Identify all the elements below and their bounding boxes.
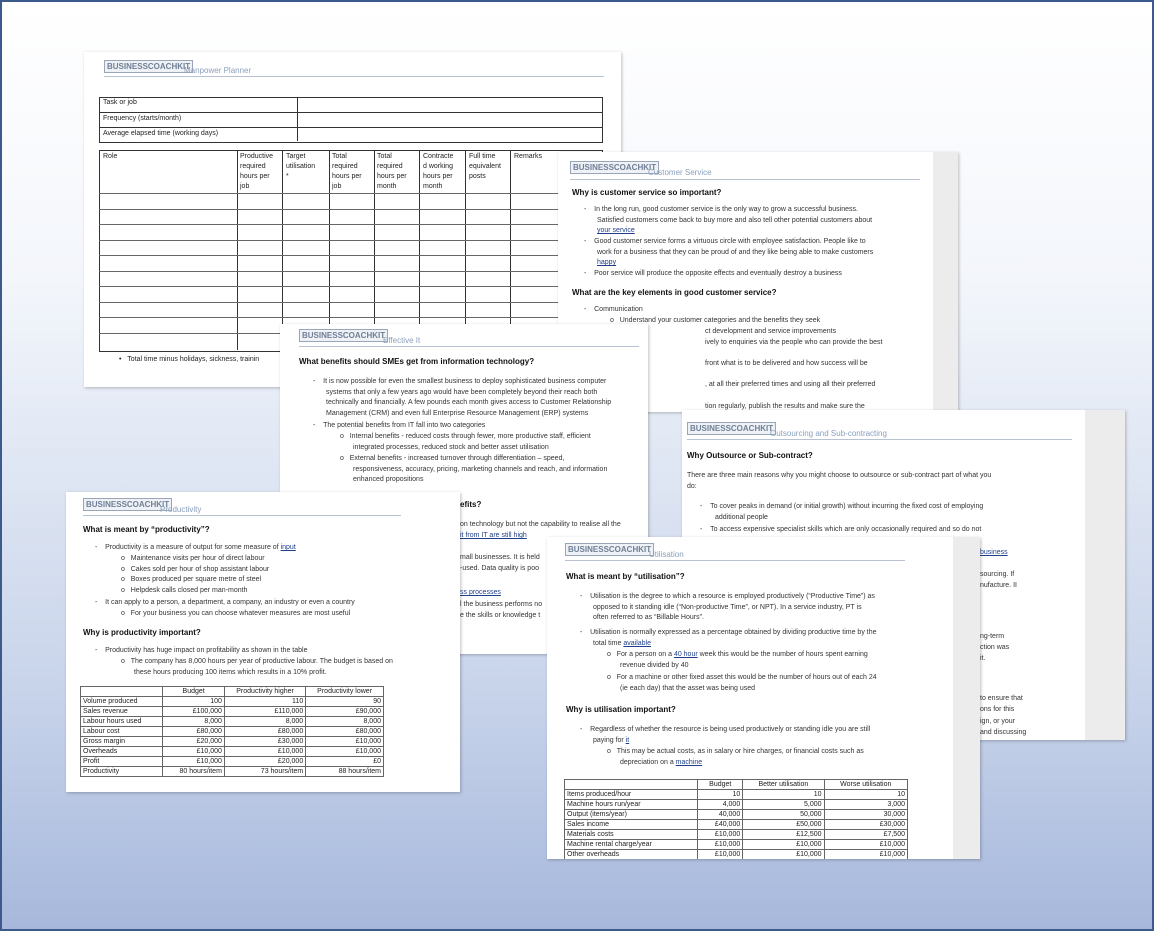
title-rule bbox=[687, 439, 1072, 440]
table-cell: Gross margin bbox=[81, 737, 163, 747]
title-rule bbox=[299, 346, 639, 347]
table-cell: £30,000 bbox=[824, 820, 907, 830]
sub-bullet-list: o Maintenance visits per hour of direct labour o Cakes sold per hour of shop assistant labour o Boxes produced per square metre of steel o Helpdesk calls closed per man-month bbox=[121, 555, 270, 594]
table-cell: Labour cost bbox=[81, 727, 163, 737]
bullet-apply: - It can apply to a person, a department, a company, an industry or even a country bbox=[95, 599, 355, 606]
table-cell: £10,000 bbox=[224, 747, 305, 757]
table-row bbox=[81, 737, 384, 747]
fragment-6: it. bbox=[980, 655, 986, 662]
fragment-10: and discussing bbox=[980, 729, 1027, 736]
table-cell: Volume produced bbox=[81, 697, 163, 707]
header-total-job: Total required hours per job bbox=[332, 153, 362, 190]
utilisation-table bbox=[564, 779, 908, 859]
businesscoachkit-logo: BUSINESSCOACHKIT bbox=[565, 543, 654, 556]
table-row bbox=[565, 820, 908, 830]
task-row-line bbox=[99, 112, 602, 113]
businesscoachkit-logo: BUSINESSCOACHKIT bbox=[687, 422, 776, 435]
fragment-4: , at all their preferred times and using all their preferred bbox=[705, 381, 876, 388]
businesscoachkit-logo: BUSINESSCOACHKIT bbox=[104, 60, 193, 73]
heading-key-elements: What are the key elements in good customer service? bbox=[572, 288, 777, 297]
table-cell: 10 bbox=[824, 790, 907, 800]
table-row bbox=[81, 747, 384, 757]
table-row bbox=[81, 757, 384, 767]
bullet-virtuous-circle: - Good customer service forms a virtuous circle with employee satisfaction. People like to work for a business that they can be proud of and they like being able to make customers happy bbox=[584, 238, 874, 266]
bullet-specialist: - To access expensive specialist skills which are only occasionally required and so do not bbox=[700, 526, 982, 533]
heading-fragment: efits? bbox=[460, 500, 482, 509]
bullet-poor-service: - Poor service will produce the opposite effects and eventually destroy a business bbox=[584, 270, 842, 277]
table-cell: 8,000 bbox=[224, 717, 305, 727]
frequency-row-line bbox=[99, 127, 602, 128]
table-cell: 30,000 bbox=[824, 810, 907, 820]
table-cell: £10,000 bbox=[698, 850, 743, 860]
table-row bbox=[81, 697, 384, 707]
sub-bullet-machine: o For a machine or other fixed asset this would be the number of hours out of each 24 (ie each day) that the asset was being used bbox=[607, 674, 877, 692]
table-cell: £7,500 bbox=[824, 830, 907, 840]
fragment-1: on technology but not the capability to realise all the bbox=[460, 521, 621, 528]
table-cell: Sales income bbox=[565, 820, 698, 830]
table-header-cell: Budget bbox=[163, 687, 225, 697]
sub-bullet-person: o For a person on a 40 hour week this would be the number of hours spent earning revenue divided by 40 bbox=[607, 651, 868, 669]
productivity-table bbox=[80, 686, 384, 777]
sub-bullet-measures: o For your business you can choose whatever measures are most useful bbox=[121, 610, 351, 617]
page-margin-shade bbox=[1085, 410, 1125, 740]
header-total-month: Total required hours per month bbox=[377, 153, 407, 190]
sub-bullet-external: o External benefits - increased turnover through differentiation – speed, responsiveness, accuracy, pricing, marketing channels and reach, and information enhanced propositions bbox=[340, 455, 608, 483]
table-row-line bbox=[99, 193, 602, 194]
table-cell: £10,000 bbox=[163, 747, 225, 757]
heading-utilisation: What is meant by “utilisation”? bbox=[566, 572, 685, 581]
table-column-line bbox=[282, 150, 283, 350]
table-header-cell: Worse utilisation bbox=[824, 780, 907, 790]
table-cell: Machine hours run/year bbox=[565, 800, 698, 810]
bullet-regardless: - Regardless of whether the resource is being used productively or standing idle you are still paying for it bbox=[580, 726, 871, 744]
table-cell: 100 bbox=[163, 697, 225, 707]
bullet-degree: - Utilisation is the degree to which a resource is employed productively (“Productive Time”) as opposed to it standing idle (“Non-productive Time”, or NPT). In a service industry, PT is often referred to as “Billable Hours”. bbox=[580, 593, 875, 621]
fragment-3: nufacture. II bbox=[980, 582, 1017, 589]
table-row bbox=[81, 727, 384, 737]
table-header-cell: Productivity higher bbox=[224, 687, 305, 697]
heading-why-outsource: Why Outsource or Sub-contract? bbox=[687, 451, 813, 460]
title-rule bbox=[570, 179, 920, 180]
table-cell: 50,000 bbox=[743, 810, 824, 820]
table-cell: Items produced/hour bbox=[565, 790, 698, 800]
table-column-line bbox=[237, 150, 238, 350]
table-cell: 8,000 bbox=[306, 717, 384, 727]
sub-bullet-internal: o Internal benefits - reduced costs through fewer, more productive staff, efficient integrated processes, reduced stock and better asset utilisation bbox=[340, 433, 591, 451]
businesscoachkit-logo: BUSINESSCOACHKIT bbox=[299, 329, 388, 342]
page-title: Customer Service bbox=[648, 168, 712, 177]
table-row-line bbox=[99, 317, 602, 318]
table-cell: £10,000 bbox=[698, 830, 743, 840]
table-cell: £10,000 bbox=[824, 840, 907, 850]
table-row bbox=[565, 830, 908, 840]
businesscoachkit-logo: BUSINESSCOACHKIT bbox=[570, 161, 659, 174]
bullet-deploy: - It is now possible for even the smallest business to deploy sophisticated business computer systems that only a few years ago would have been completely beyond their reach both technically and financially. A few pounds each month gives access to Customer Relationship Management (CRM) and even full Enterprise Resource Management (ERP) systems bbox=[313, 378, 612, 417]
bullet-impact: - Productivity has huge impact on profitability as shown in the table bbox=[95, 647, 308, 654]
table-row-line bbox=[99, 302, 602, 303]
fragment-2: sourcing. If bbox=[980, 571, 1015, 578]
table-column-line bbox=[329, 150, 330, 350]
table-row-line bbox=[99, 255, 602, 256]
table-cell: Output (items/year) bbox=[565, 810, 698, 820]
fragment-6: l the business performs no bbox=[460, 601, 543, 608]
table-column-line bbox=[374, 150, 375, 350]
table-cell: £10,000 bbox=[306, 737, 384, 747]
table-cell: 110 bbox=[224, 697, 305, 707]
table-cell: Other overheads bbox=[565, 850, 698, 860]
table-cell: £20,000 bbox=[163, 737, 225, 747]
sub-bullet-categories: o Understand your customer categories and the benefits they seek bbox=[610, 317, 821, 324]
header-role: Role bbox=[103, 153, 118, 160]
table-row bbox=[565, 840, 908, 850]
sub-bullet-costs: o This may be actual costs, as in salary or hire charges, or financial costs such as depreciation on a machine bbox=[607, 748, 864, 766]
page-margin-shade bbox=[933, 152, 958, 412]
table-header-cell bbox=[81, 687, 163, 697]
title-rule bbox=[565, 560, 905, 561]
table-header-row bbox=[565, 780, 908, 790]
page-margin-shade bbox=[953, 537, 980, 859]
sub-bullet-company: o The company has 8,000 hours per year of productive labour. The budget is based on these hours producing 100 items which results in a 10% profit. bbox=[121, 658, 393, 676]
table-cell: 73 hours/item bbox=[224, 767, 305, 777]
table-row-line bbox=[99, 271, 602, 272]
bullet-categories: - The potential benefits from IT fall into two categories bbox=[313, 422, 486, 429]
fragment-3: mall businesses. It is held bbox=[460, 554, 540, 561]
table-row-line bbox=[99, 286, 602, 287]
table-cell: £10,000 bbox=[163, 757, 225, 767]
header-contracted: Contracte d working hours per month bbox=[423, 153, 454, 190]
elapsed-row-label: Average elapsed time (working days) bbox=[103, 130, 219, 137]
table-header-cell: Productivity lower bbox=[306, 687, 384, 697]
paragraph-reasons: There are three main reasons why you might choose to outsource or sub-contract part of what you do: bbox=[687, 472, 992, 490]
fragment-8: ons for this bbox=[980, 706, 1015, 713]
table-cell: 10 bbox=[698, 790, 743, 800]
table-cell: 4,000 bbox=[698, 800, 743, 810]
heading-importance: Why is productivity important? bbox=[83, 628, 201, 637]
table-cell: £10,000 bbox=[824, 850, 907, 860]
table-header-cell bbox=[565, 780, 698, 790]
header-fte: Full time equivalent posts bbox=[469, 153, 501, 180]
header-productive: Productive required hours per job bbox=[240, 153, 274, 190]
table-cell: 88 hours/item bbox=[306, 767, 384, 777]
heading-importance: Why is utilisation important? bbox=[566, 705, 676, 714]
bullet-peaks: - To cover peaks in demand (or initial growth) without incurring the fixed cost of employing additional people bbox=[700, 503, 984, 521]
table-row bbox=[565, 850, 908, 860]
table-cell: £10,000 bbox=[743, 840, 824, 850]
table-header-cell: Budget bbox=[698, 780, 743, 790]
table-row bbox=[565, 800, 908, 810]
table-cell: £0 bbox=[306, 757, 384, 767]
table-cell: £12,500 bbox=[743, 830, 824, 840]
fragment-3: front what is to be delivered and how success will be bbox=[705, 360, 868, 367]
fragment-1: business bbox=[980, 549, 1008, 556]
table-row bbox=[81, 767, 384, 777]
fragment-4: -used. Data quality is poo bbox=[460, 565, 539, 572]
page-title: Outsourcing and Sub-contracting bbox=[770, 429, 887, 438]
fragment-5: ction was bbox=[980, 644, 1010, 651]
fragment-7: e the skills or knowledge t bbox=[460, 612, 541, 619]
fragment-2: ively to enquiries via the people who can provide the best bbox=[705, 339, 883, 346]
table-cell: Sales revenue bbox=[81, 707, 163, 717]
table-column-line bbox=[465, 150, 466, 350]
page-title: Utilisation bbox=[649, 550, 684, 559]
table-cell: £80,000 bbox=[163, 727, 225, 737]
table-cell: £80,000 bbox=[224, 727, 305, 737]
businesscoachkit-logo: BUSINESSCOACHKIT bbox=[83, 498, 172, 511]
utilisation-page bbox=[547, 537, 980, 859]
table-row bbox=[81, 707, 384, 717]
bullet-communication: - Communication bbox=[584, 306, 643, 313]
task-row-label: Task or job bbox=[103, 99, 137, 106]
footnote: • Total time minus holidays, sickness, trainin bbox=[119, 356, 260, 363]
table-row-line bbox=[99, 240, 602, 241]
table-cell: Productivity bbox=[81, 767, 163, 777]
table-cell: 40,000 bbox=[698, 810, 743, 820]
table-row-line bbox=[99, 224, 602, 225]
fragment-7: to ensure that bbox=[980, 695, 1023, 702]
task-table-divider bbox=[297, 97, 298, 141]
table-header-cell: Better utilisation bbox=[743, 780, 824, 790]
page-title: Effective It bbox=[383, 336, 421, 345]
fragment-1: ct development and service improvements bbox=[705, 328, 837, 335]
table-column-line bbox=[419, 150, 420, 350]
page-title: Manpower Planner bbox=[184, 66, 252, 75]
heading-benefits: What benefits should SMEs get from information technology? bbox=[299, 357, 535, 366]
title-rule bbox=[83, 515, 401, 516]
table-cell: 5,000 bbox=[743, 800, 824, 810]
table-cell: £30,000 bbox=[224, 737, 305, 747]
bullet-percentage: - Utilisation is normally expressed as a percentage obtained by dividing productive time by the total time available bbox=[580, 629, 877, 647]
table-cell: 8,000 bbox=[163, 717, 225, 727]
table-cell: £10,000 bbox=[698, 840, 743, 850]
title-rule bbox=[104, 76, 604, 77]
heading-productivity: What is meant by “productivity”? bbox=[83, 525, 210, 534]
table-cell: 3,000 bbox=[824, 800, 907, 810]
table-cell: £80,000 bbox=[306, 727, 384, 737]
frequency-row-label: Frequency (starts/month) bbox=[103, 115, 182, 122]
header-target: Target utilisation * bbox=[286, 153, 316, 180]
table-header-row bbox=[81, 687, 384, 697]
table-cell: £40,000 bbox=[698, 820, 743, 830]
table-cell: £20,000 bbox=[224, 757, 305, 767]
table-cell: Overheads bbox=[81, 747, 163, 757]
table-cell: 10 bbox=[743, 790, 824, 800]
table-row-line bbox=[99, 209, 602, 210]
table-cell: Machine rental charge/year bbox=[565, 840, 698, 850]
table-cell: £50,000 bbox=[743, 820, 824, 830]
table-cell: 90 bbox=[306, 697, 384, 707]
fragment-9: ign, or your bbox=[980, 718, 1016, 725]
fragment-5: ss processes bbox=[460, 589, 501, 596]
table-cell: £10,000 bbox=[306, 747, 384, 757]
bullet-measure: - Productivity is a measure of output for some measure of input bbox=[95, 544, 296, 551]
bullet-growth: - In the long run, good customer service is the only way to grow a successful business. Satisfied customers come back to buy more and also tell other potential customers about your service bbox=[584, 206, 873, 234]
table-cell: Labour hours used bbox=[81, 717, 163, 727]
heading-importance: Why is customer service so important? bbox=[572, 188, 722, 197]
fragment-5: tion regularly, publish the results and make sure the bbox=[705, 403, 865, 410]
page-title: Productivity bbox=[160, 505, 202, 514]
table-row bbox=[565, 810, 908, 820]
table-cell: £110,000 bbox=[224, 707, 305, 717]
table-column-line bbox=[510, 150, 511, 350]
table-cell: £100,000 bbox=[163, 707, 225, 717]
table-cell: 80 hours/item bbox=[163, 767, 225, 777]
table-row bbox=[81, 717, 384, 727]
table-cell: Materials costs bbox=[565, 830, 698, 840]
table-cell: £10,000 bbox=[743, 850, 824, 860]
productivity-page bbox=[66, 492, 460, 792]
header-remarks: Remarks bbox=[514, 153, 543, 160]
fragment-4: ng-term bbox=[980, 633, 1005, 640]
table-cell: £90,000 bbox=[306, 707, 384, 717]
fragment-2: it from IT are still high bbox=[460, 532, 527, 539]
table-cell: Profit bbox=[81, 757, 163, 767]
table-row bbox=[565, 790, 908, 800]
